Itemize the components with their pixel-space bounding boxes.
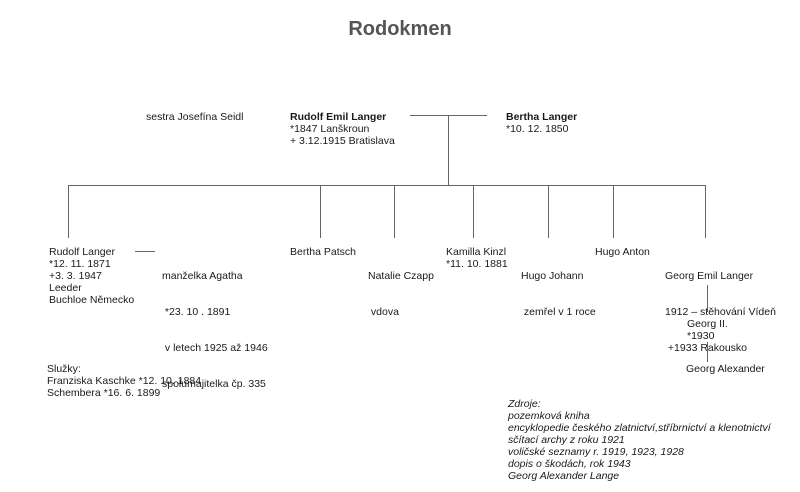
- child-node-rudolf: [49, 246, 134, 306]
- child-line: Georg Emil Langer: [665, 270, 754, 282]
- child-line: vdova: [368, 306, 399, 318]
- source-entry: sčítací archy z roku 1921: [508, 434, 625, 446]
- spouse-line: spolumajitelka čp. 335: [162, 378, 266, 390]
- source-entry: encyklopedie českého zlatnictví,stříbrnictví a klenotnictví: [508, 422, 771, 434]
- sister-label: sestra Josefína Seidl: [146, 111, 244, 123]
- sources-heading: Zdroje:: [508, 398, 541, 410]
- spouse-line: manželka Agatha: [162, 270, 243, 282]
- servants-heading: Služky:: [47, 363, 81, 375]
- child-line: Bertha Patsch: [290, 246, 356, 258]
- source-entry: dopis o škodách, rok 1943: [508, 458, 631, 470]
- child-line: Leeder: [49, 282, 82, 294]
- child-line: +1933 Rakousko: [665, 342, 748, 354]
- father-birth: *1847 Lanškroun: [290, 123, 370, 135]
- father-name: Rudolf Emil Langer: [290, 111, 387, 123]
- source-entry: voličské seznamy r. 1919, 1923, 1928: [508, 446, 684, 458]
- child-line: Natalie Czapp: [368, 270, 434, 282]
- father-node: [290, 111, 395, 147]
- child-node-natalie: [368, 246, 434, 330]
- grandchild-node-georg2: [687, 318, 728, 342]
- child-node-hugo-johann: [521, 246, 596, 330]
- source-entry: Georg Alexander Lange: [508, 470, 620, 482]
- servants-block: [47, 363, 201, 399]
- mother-name: Bertha Langer: [506, 111, 578, 123]
- child-line: Hugo Johann: [521, 270, 584, 282]
- mother-node: [506, 111, 577, 135]
- child-node-bertha: [290, 246, 356, 258]
- father-death: + 3.12.1915 Bratislava: [290, 135, 395, 147]
- child-line: *12. 11. 1871: [49, 258, 111, 270]
- child-line: Rudolf Langer: [49, 246, 115, 258]
- child-line: +3. 3. 1947: [49, 270, 102, 282]
- sources-block: [508, 398, 771, 482]
- spouse-line: v letech 1925 až 1946: [162, 342, 268, 354]
- child-line: Buchloe Německo: [49, 294, 135, 306]
- child-line: Kamilla Kinzl: [446, 246, 507, 258]
- child-line: Hugo Anton: [595, 246, 650, 258]
- grandchild-line: Georg II.: [687, 318, 728, 330]
- grandchild-line: Georg Alexander: [686, 363, 765, 375]
- grandchild-line: *1930: [687, 330, 715, 342]
- servant-entry: Schembera *16. 6. 1899: [47, 387, 161, 399]
- source-entry: pozemková kniha: [508, 410, 590, 422]
- child-node-hugo-anton: [595, 246, 650, 258]
- mother-birth: *10. 12. 1850: [506, 123, 569, 135]
- child-node-georg-emil: [665, 246, 776, 366]
- page-title: Rodokmen: [348, 18, 452, 40]
- child-node-kamilla: [446, 246, 508, 270]
- child-line: 1912 – stěhování Vídeň: [665, 306, 776, 318]
- grandchild-node-georg-alexander: [686, 363, 765, 375]
- child-line: zemřel v 1 roce: [521, 306, 596, 318]
- servant-entry: Franziska Kaschke *12. 10. 1884: [47, 375, 202, 387]
- spouse-line: *23. 10 . 1891: [162, 306, 231, 318]
- child-line: *11. 10. 1881: [446, 258, 508, 270]
